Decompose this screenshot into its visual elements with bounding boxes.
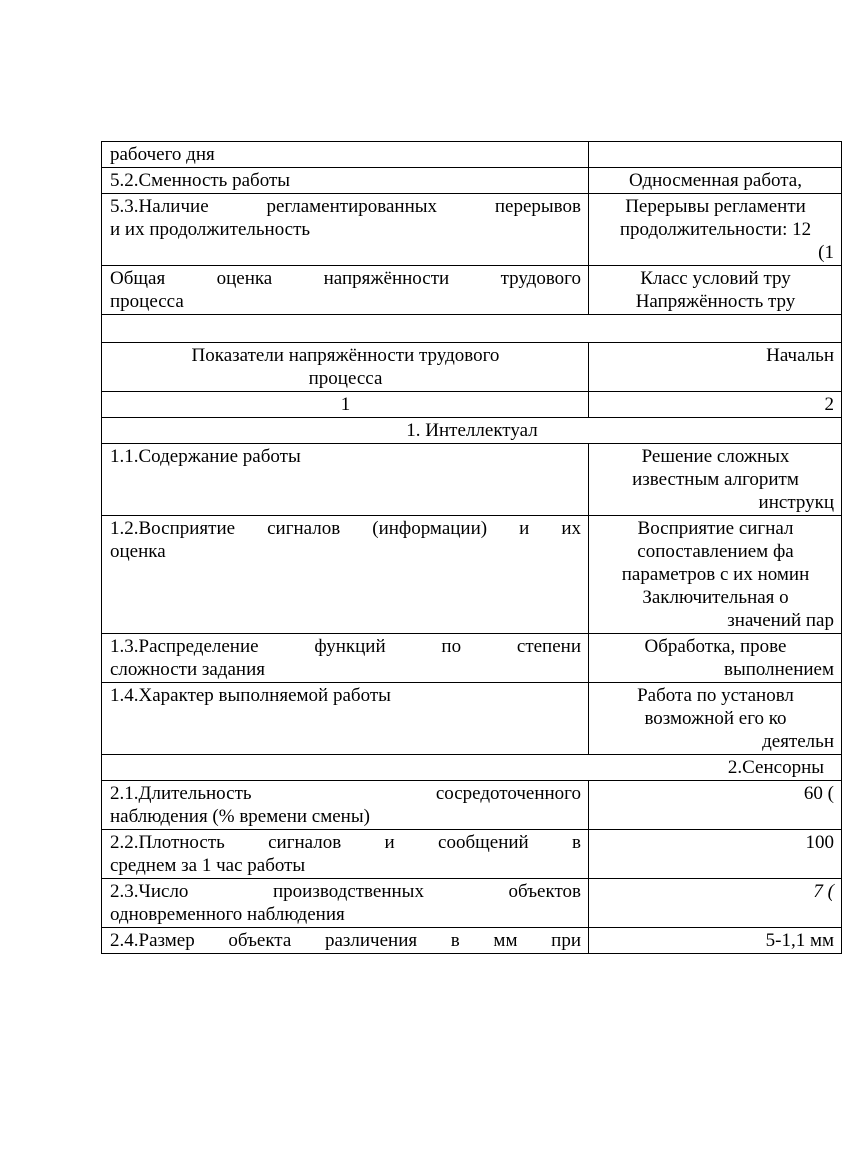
value-cell: Решение сложных известным алгоритм инструкц [589, 444, 842, 516]
value-cell: Обработка, прове выполнением [589, 634, 842, 683]
indicator-cell: 2.2.Плотность сигналов и сообщений в среднем за 1 час работы [102, 830, 589, 879]
spacer-cell [102, 315, 842, 343]
table-row [102, 516, 842, 634]
document-table [101, 141, 842, 954]
section-row [102, 418, 842, 444]
value-cell: 5-1,1 мм [589, 928, 842, 954]
indicator-cell: 1.3.Распределение функций по степени сложности задания [102, 634, 589, 683]
section-heading: 2.Сенсорны [102, 755, 842, 781]
table-row [102, 781, 842, 830]
value-cell: 100 [589, 830, 842, 879]
table-row [102, 444, 842, 516]
indicator-cell: 1.2.Восприятие сигналов (информации) и их оценка [102, 516, 589, 634]
indicator-cell: 2.3.Число производственных объектов одновременного наблюдения [102, 879, 589, 928]
value-cell: Класс условий тру Напряжённость тру [589, 266, 842, 315]
value-cell: Односменная работа, [589, 168, 842, 194]
indicator-cell: 5.3.Наличие регламентированных перерывов и их продолжительность [102, 194, 589, 266]
table-row-numbering [102, 392, 842, 418]
header-cell-indicators: Показатели напряжённости трудового процесса [102, 343, 589, 392]
value-cell: Работа по установл возможной его ко деятельн [589, 683, 842, 755]
table-row [102, 266, 842, 315]
table-row [102, 634, 842, 683]
indicator-cell: Общая оценка напряжённости трудового процесса [102, 266, 589, 315]
section-heading: 1. Интеллектуал [102, 418, 842, 444]
table-row [102, 928, 842, 954]
section-row [102, 755, 842, 781]
value-cell: Восприятие сигнал сопоставлением фа параметров с их номин Заключительная о значений пар [589, 516, 842, 634]
header-cell-initial: Начальн [589, 343, 842, 392]
indicator-cell: 1.4.Характер выполняемой работы [102, 683, 589, 755]
table-row [102, 142, 842, 168]
indicator-cell: 2.4.Размер объекта различения в мм при [102, 928, 589, 954]
table-header-row [102, 343, 842, 392]
table-row [102, 168, 842, 194]
indicator-cell: 5.2.Сменность работы [102, 168, 589, 194]
value-cell: 7 ( [589, 879, 842, 928]
table-row-spacer [102, 315, 842, 343]
value-cell: Перерывы регламенти продолжительности: 12 (1 [589, 194, 842, 266]
value-cell [589, 142, 842, 168]
column-number-2: 2 [589, 392, 842, 418]
indicator-cell: 2.1.Длительность сосредоточенного наблюдения (% времени смены) [102, 781, 589, 830]
table-row [102, 879, 842, 928]
indicator-cell: 1.1.Содержание работы [102, 444, 589, 516]
table-row [102, 194, 842, 266]
indicator-cell: рабочего дня [102, 142, 589, 168]
table-row [102, 830, 842, 879]
column-number-1: 1 [102, 392, 589, 418]
table-row [102, 683, 842, 755]
value-cell: 60 ( [589, 781, 842, 830]
